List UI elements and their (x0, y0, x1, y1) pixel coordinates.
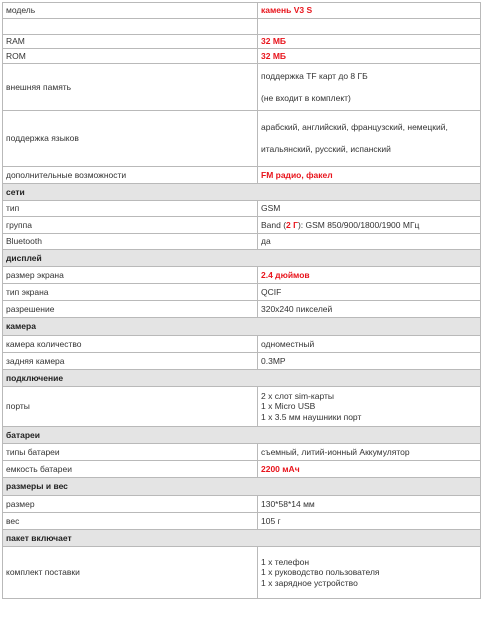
spec-value (258, 301, 481, 318)
spec-label: внешняя память (3, 64, 258, 111)
section-title: размеры и вес (3, 478, 481, 496)
spec-value-text: 320x240 пикселей (261, 303, 333, 314)
spec-label: тип (3, 201, 258, 217)
spec-label: задняя камера (3, 353, 258, 370)
spec-row (3, 19, 481, 35)
spec-row (3, 284, 481, 301)
spec-value-text: QCIF (261, 286, 282, 297)
spec-value (258, 3, 481, 19)
spec-value-text: 0.3MP (261, 355, 286, 366)
section-title: камера (3, 318, 481, 336)
spec-row (3, 35, 481, 49)
spec-label: Bluetooth (3, 234, 258, 250)
spec-value (258, 35, 481, 49)
section-header-row (3, 427, 481, 444)
spec-row (3, 49, 481, 64)
spec-value-text: 2200 мАч (261, 463, 300, 474)
spec-row (3, 444, 481, 461)
spec-row (3, 3, 481, 19)
spec-value (258, 111, 481, 167)
spec-value (258, 284, 481, 301)
spec-value-text: 32 МБ (261, 36, 287, 47)
spec-table (2, 2, 481, 599)
spec-row (3, 387, 481, 427)
spec-value-text: камень V3 S (261, 5, 313, 16)
spec-label: тип экрана (3, 284, 258, 301)
section-header-row (3, 478, 481, 496)
spec-row (3, 217, 481, 234)
spec-value (258, 387, 481, 427)
spec-label: разрешение (3, 301, 258, 318)
spec-value-text: съемный, литий-ионный Аккумулятор (261, 446, 410, 457)
spec-value-line: 1 x руководство пользователя (261, 567, 380, 578)
section-header-row (3, 530, 481, 547)
spec-value-line: (не входит в комплект) (261, 92, 351, 103)
spec-label: вес (3, 513, 258, 530)
spec-value-line: 2 x слот sim-карты (261, 390, 335, 401)
spec-value (258, 267, 481, 284)
spec-row (3, 201, 481, 217)
spec-row (3, 64, 481, 111)
spec-value (258, 496, 481, 513)
spec-value (258, 217, 481, 234)
spec-value-line: 1 x зарядное устройство (261, 577, 358, 588)
section-header-row (3, 318, 481, 336)
spec-label: камера количество (3, 336, 258, 353)
spec-row (3, 167, 481, 184)
spec-row (3, 461, 481, 478)
spec-value-line: 1 x телефон (261, 556, 310, 567)
section-title: пакет включает (3, 530, 481, 547)
spec-value (258, 444, 481, 461)
spec-value-text: 2.4 дюймов (261, 269, 310, 280)
spec-value-text: одноместный (261, 338, 315, 349)
spec-label: порты (3, 387, 258, 427)
spec-value-text: GSM (261, 203, 281, 214)
spec-label: ROM (3, 49, 258, 64)
section-header-row (3, 250, 481, 267)
spec-value (258, 234, 481, 250)
spec-row (3, 496, 481, 513)
spec-label: RAM (3, 35, 258, 49)
spec-label: емкость батареи (3, 461, 258, 478)
spec-label: размер (3, 496, 258, 513)
spec-value (258, 547, 481, 599)
spec-row (3, 111, 481, 167)
spec-value-line: 1 x 3.5 мм наушники порт (261, 411, 362, 422)
section-header-row (3, 370, 481, 387)
spec-label: дополнительные возможности (3, 167, 258, 184)
section-title: подключение (3, 370, 481, 387)
spec-value-text: 105 г (261, 515, 281, 526)
spec-row (3, 547, 481, 599)
spec-label: размер экрана (3, 267, 258, 284)
spec-value (258, 336, 481, 353)
spec-value-line: арабский, английский, французский, немецкий, (261, 122, 448, 133)
spec-value (258, 513, 481, 530)
spec-value-line: итальянский, русский, испанский (261, 144, 391, 154)
spec-value-line: 1 x Micro USB (261, 401, 316, 412)
spec-value (258, 64, 481, 111)
spec-value (258, 49, 481, 64)
spec-value-text: 130*58*14 мм (261, 498, 315, 509)
spec-value-text: 32 МБ (261, 50, 287, 61)
spec-value (258, 167, 481, 184)
spec-value-part: ): GSM 850/900/1800/1900 МГц (297, 219, 420, 230)
spec-label: поддержка языков (3, 111, 258, 167)
spec-row (3, 513, 481, 530)
spec-label: группа (3, 217, 258, 234)
spec-row (3, 234, 481, 250)
spec-value-line: поддержка TF карт до 8 ГБ (261, 70, 368, 81)
spec-row (3, 301, 481, 318)
spec-value-part: Band ( (261, 219, 287, 230)
spec-row (3, 267, 481, 284)
section-header-row (3, 184, 481, 201)
spec-value-text: да (261, 236, 271, 247)
spec-value-text: FM радио, факел (261, 169, 333, 180)
spec-value (258, 19, 481, 35)
spec-value-part: 2 Г (286, 219, 298, 230)
spec-label: типы батареи (3, 444, 258, 461)
section-title: сети (3, 184, 481, 201)
spec-label: модель (3, 3, 258, 19)
spec-row (3, 353, 481, 370)
spec-table-body (3, 3, 481, 599)
spec-value (258, 201, 481, 217)
spec-row (3, 336, 481, 353)
spec-label (3, 19, 258, 35)
spec-label: комплект поставки (3, 547, 258, 599)
section-title: батареи (3, 427, 481, 444)
section-title: дисплей (3, 250, 481, 267)
spec-value (258, 461, 481, 478)
spec-value (258, 353, 481, 370)
